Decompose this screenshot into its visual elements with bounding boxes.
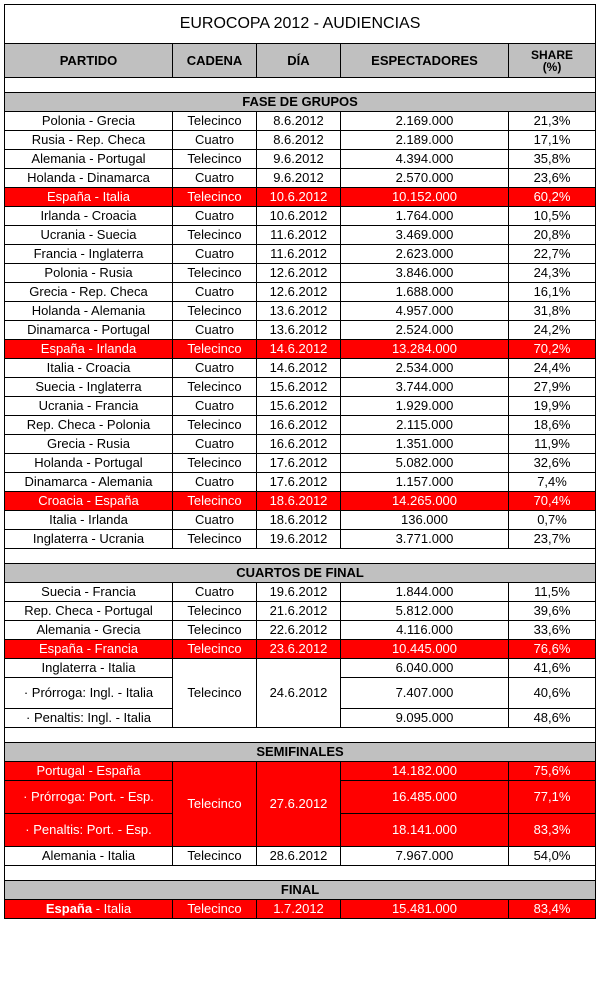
cell-dia: 9.6.2012 [257,169,341,188]
cell-cadena: Cuatro [173,473,257,492]
cell-dia: 23.6.2012 [257,640,341,659]
cell-partido: Holanda - Dinamarca [5,169,173,188]
table-title: EUROCOPA 2012 - AUDIENCIAS [5,5,596,44]
cell-partido [5,900,173,919]
section-header [5,881,596,900]
cell-share: 20,8% [509,226,596,245]
cell-partido: Italia - Irlanda [5,511,173,530]
cell-espectadores: 1.844.000 [341,583,509,602]
cell-espectadores: 9.095.000 [341,709,509,728]
cell-espectadores: 2.189.000 [341,131,509,150]
cell-partido: Inglaterra - Italia [5,659,173,678]
spacer-row [5,78,596,93]
cell-cadena: Telecinco [173,602,257,621]
cell-dia: 10.6.2012 [257,188,341,207]
cell-share: 70,4% [509,492,596,511]
cell-cadena: Telecinco [173,762,257,847]
cell-cadena: Telecinco [173,340,257,359]
cell-partido: Alemania - Italia [5,847,173,866]
cell-partido: España - Italia [5,188,173,207]
cell-cadena: Telecinco [173,530,257,549]
cell-dia: 11.6.2012 [257,226,341,245]
cell-espectadores: 3.771.000 [341,530,509,549]
table-row [5,264,596,283]
cell-dia: 24.6.2012 [257,659,341,728]
table-row [5,583,596,602]
table-row [5,226,596,245]
spacer-row [5,728,596,743]
cell-espectadores: 13.284.000 [341,340,509,359]
cell-share: 83,4% [509,900,596,919]
cell-espectadores: 6.040.000 [341,659,509,678]
cell-share: 10,5% [509,207,596,226]
cell-espectadores: 10.445.000 [341,640,509,659]
cell-espectadores: 2.169.000 [341,112,509,131]
cell-espectadores: 4.394.000 [341,150,509,169]
cell-espectadores: 7.967.000 [341,847,509,866]
cell-share: 23,7% [509,530,596,549]
cell-share: 11,5% [509,583,596,602]
section-header [5,93,596,112]
table-row [5,378,596,397]
cell-cadena: Telecinco [173,150,257,169]
cell-dia: 28.6.2012 [257,847,341,866]
cell-espectadores: 14.265.000 [341,492,509,511]
cell-partido: Polonia - Grecia [5,112,173,131]
cell-partido: Dinamarca - Alemania [5,473,173,492]
cell-espectadores: 1.929.000 [341,397,509,416]
cell-partido: Croacia - España [5,492,173,511]
section-header [5,743,596,762]
cell-share: 33,6% [509,621,596,640]
table-row [5,245,596,264]
table-row [5,602,596,621]
cell-partido: Grecia - Rusia [5,435,173,454]
cell-partido: Ucrania - Suecia [5,226,173,245]
cell-dia: 8.6.2012 [257,112,341,131]
cell-dia: 16.6.2012 [257,435,341,454]
cell-espectadores: 136.000 [341,511,509,530]
cell-partido: Portugal - España [5,762,173,781]
table-row [5,847,596,866]
cell-partido: Suecia - Francia [5,583,173,602]
header-espectadores: ESPECTADORES [341,44,509,78]
section-header [5,564,596,583]
cell-partido: España - Irlanda [5,340,173,359]
cell-partido: Rep. Checa - Polonia [5,416,173,435]
cell-share: 76,6% [509,640,596,659]
table-row [5,207,596,226]
cell-share: 24,3% [509,264,596,283]
header-share-line1: SHARE [531,47,574,62]
cell-cadena: Telecinco [173,378,257,397]
cell-espectadores: 4.116.000 [341,621,509,640]
cell-cadena: Cuatro [173,283,257,302]
cell-share: 0,7% [509,511,596,530]
final-team-rest: - Italia [92,901,132,916]
cell-dia: 1.7.2012 [257,900,341,919]
cell-cadena: Telecinco [173,900,257,919]
cell-espectadores: 2.115.000 [341,416,509,435]
cell-share: 21,3% [509,112,596,131]
cell-cadena: Cuatro [173,321,257,340]
table-row [5,454,596,473]
cell-share: 17,1% [509,131,596,150]
cell-share: 18,6% [509,416,596,435]
cell-cadena: Telecinco [173,659,257,728]
cell-share: 83,3% [509,814,596,847]
cell-espectadores: 2.623.000 [341,245,509,264]
section-title-cuartos: CUARTOS DE FINAL [5,564,596,583]
cell-share: 19,9% [509,397,596,416]
cell-share: 77,1% [509,781,596,814]
final-team-bold: España [45,901,93,916]
cell-dia: 12.6.2012 [257,283,341,302]
cell-dia: 8.6.2012 [257,131,341,150]
cell-espectadores: 3.744.000 [341,378,509,397]
cell-cadena: Cuatro [173,511,257,530]
spacer-cell [5,728,596,743]
table-row [5,530,596,549]
cell-cadena: Telecinco [173,492,257,511]
table-row [5,511,596,530]
cell-dia: 11.6.2012 [257,245,341,264]
cell-cadena: Cuatro [173,169,257,188]
cell-share: 54,0% [509,847,596,866]
cell-espectadores: 3.846.000 [341,264,509,283]
cell-espectadores: 16.485.000 [341,781,509,814]
table-row [5,131,596,150]
table-row [5,473,596,492]
cell-partido: Inglaterra - Ucrania [5,530,173,549]
cell-share: 70,2% [509,340,596,359]
cell-espectadores: 1.157.000 [341,473,509,492]
cell-share: 60,2% [509,188,596,207]
header-partido: PARTIDO [5,44,173,78]
cell-share: 23,6% [509,169,596,188]
cell-partido: Francia - Inglaterra [5,245,173,264]
cell-share: 11,9% [509,435,596,454]
cell-dia: 14.6.2012 [257,340,341,359]
table-row [5,283,596,302]
header-share [509,44,596,78]
header-row [5,44,596,78]
cell-dia: 22.6.2012 [257,621,341,640]
cell-dia: 17.6.2012 [257,454,341,473]
cell-espectadores: 5.082.000 [341,454,509,473]
cell-cadena: Telecinco [173,621,257,640]
cell-cadena: Cuatro [173,583,257,602]
cell-espectadores: 7.407.000 [341,678,509,709]
cell-share: 35,8% [509,150,596,169]
cell-partido: · Prórroga: Port. - Esp. [5,781,173,814]
cell-partido: Holanda - Portugal [5,454,173,473]
cell-partido: · Penaltis: Port. - Esp. [5,814,173,847]
cell-dia: 14.6.2012 [257,359,341,378]
cell-share: 27,9% [509,378,596,397]
cell-dia: 21.6.2012 [257,602,341,621]
spacer-cell [5,866,596,881]
cell-partido: Holanda - Alemania [5,302,173,321]
cell-cadena: Telecinco [173,188,257,207]
audiencias-table [4,4,596,919]
cell-share: 31,8% [509,302,596,321]
cell-espectadores: 1.351.000 [341,435,509,454]
cell-partido: Dinamarca - Portugal [5,321,173,340]
cell-dia: 15.6.2012 [257,378,341,397]
cell-espectadores: 14.182.000 [341,762,509,781]
cell-partido: Ucrania - Francia [5,397,173,416]
cell-cadena: Telecinco [173,264,257,283]
cell-share: 16,1% [509,283,596,302]
spacer-cell [5,549,596,564]
table-row [5,397,596,416]
table-row [5,150,596,169]
cell-dia: 13.6.2012 [257,302,341,321]
cell-espectadores: 3.469.000 [341,226,509,245]
table-row [5,359,596,378]
cell-espectadores: 1.688.000 [341,283,509,302]
cell-partido: Irlanda - Croacia [5,207,173,226]
table-row [5,188,596,207]
spacer-cell [5,78,596,93]
cell-dia: 19.6.2012 [257,530,341,549]
header-dia: DÍA [257,44,341,78]
spacer-row [5,549,596,564]
cell-cadena: Cuatro [173,131,257,150]
table-row [5,321,596,340]
table-row [5,492,596,511]
cell-partido: Alemania - Grecia [5,621,173,640]
cell-share: 32,6% [509,454,596,473]
cell-partido: España - Francia [5,640,173,659]
header-share-line2: (%) [542,59,562,74]
cell-espectadores: 15.481.000 [341,900,509,919]
title-row [5,5,596,44]
cell-espectadores: 1.764.000 [341,207,509,226]
cell-dia: 19.6.2012 [257,583,341,602]
table-row [5,169,596,188]
section-title-grupos: FASE DE GRUPOS [5,93,596,112]
cell-partido: · Prórroga: Ingl. - Italia [5,678,173,709]
cell-share: 48,6% [509,709,596,728]
cell-partido: Italia - Croacia [5,359,173,378]
cell-cadena: Cuatro [173,397,257,416]
cell-cadena: Cuatro [173,245,257,264]
cell-dia: 17.6.2012 [257,473,341,492]
cell-dia: 13.6.2012 [257,321,341,340]
cell-share: 7,4% [509,473,596,492]
table-row [5,640,596,659]
cell-partido: Rep. Checa - Portugal [5,602,173,621]
cell-espectadores: 4.957.000 [341,302,509,321]
table-row [5,621,596,640]
cell-dia: 16.6.2012 [257,416,341,435]
cell-espectadores: 2.570.000 [341,169,509,188]
section-title-semis: SEMIFINALES [5,743,596,762]
cell-share: 41,6% [509,659,596,678]
cell-espectadores: 18.141.000 [341,814,509,847]
cell-dia: 10.6.2012 [257,207,341,226]
cell-cadena: Telecinco [173,226,257,245]
cell-partido: Rusia - Rep. Checa [5,131,173,150]
cell-cadena: Telecinco [173,847,257,866]
table-row [5,302,596,321]
table-row [5,659,596,678]
table-row [5,416,596,435]
cell-dia: 18.6.2012 [257,511,341,530]
cell-espectadores: 2.534.000 [341,359,509,378]
table-row [5,435,596,454]
table-row [5,112,596,131]
cell-share: 75,6% [509,762,596,781]
cell-share: 24,4% [509,359,596,378]
cell-dia: 9.6.2012 [257,150,341,169]
table-row [5,340,596,359]
spacer-row [5,866,596,881]
header-cadena: CADENA [173,44,257,78]
cell-espectadores: 10.152.000 [341,188,509,207]
cell-espectadores: 2.524.000 [341,321,509,340]
cell-dia: 27.6.2012 [257,762,341,847]
cell-dia: 15.6.2012 [257,397,341,416]
cell-cadena: Telecinco [173,454,257,473]
cell-partido: Suecia - Inglaterra [5,378,173,397]
cell-cadena: Cuatro [173,359,257,378]
cell-partido: · Penaltis: Ingl. - Italia [5,709,173,728]
cell-cadena: Cuatro [173,207,257,226]
table-row [5,900,596,919]
cell-share: 39,6% [509,602,596,621]
cell-cadena: Cuatro [173,435,257,454]
cell-share: 24,2% [509,321,596,340]
cell-cadena: Telecinco [173,416,257,435]
cell-dia: 12.6.2012 [257,264,341,283]
cell-cadena: Telecinco [173,302,257,321]
cell-partido: Alemania - Portugal [5,150,173,169]
cell-partido: Grecia - Rep. Checa [5,283,173,302]
cell-cadena: Telecinco [173,112,257,131]
cell-cadena: Telecinco [173,640,257,659]
cell-share: 40,6% [509,678,596,709]
cell-partido: Polonia - Rusia [5,264,173,283]
cell-dia: 18.6.2012 [257,492,341,511]
cell-espectadores: 5.812.000 [341,602,509,621]
section-title-final: FINAL [5,881,596,900]
table-row [5,762,596,781]
cell-share: 22,7% [509,245,596,264]
